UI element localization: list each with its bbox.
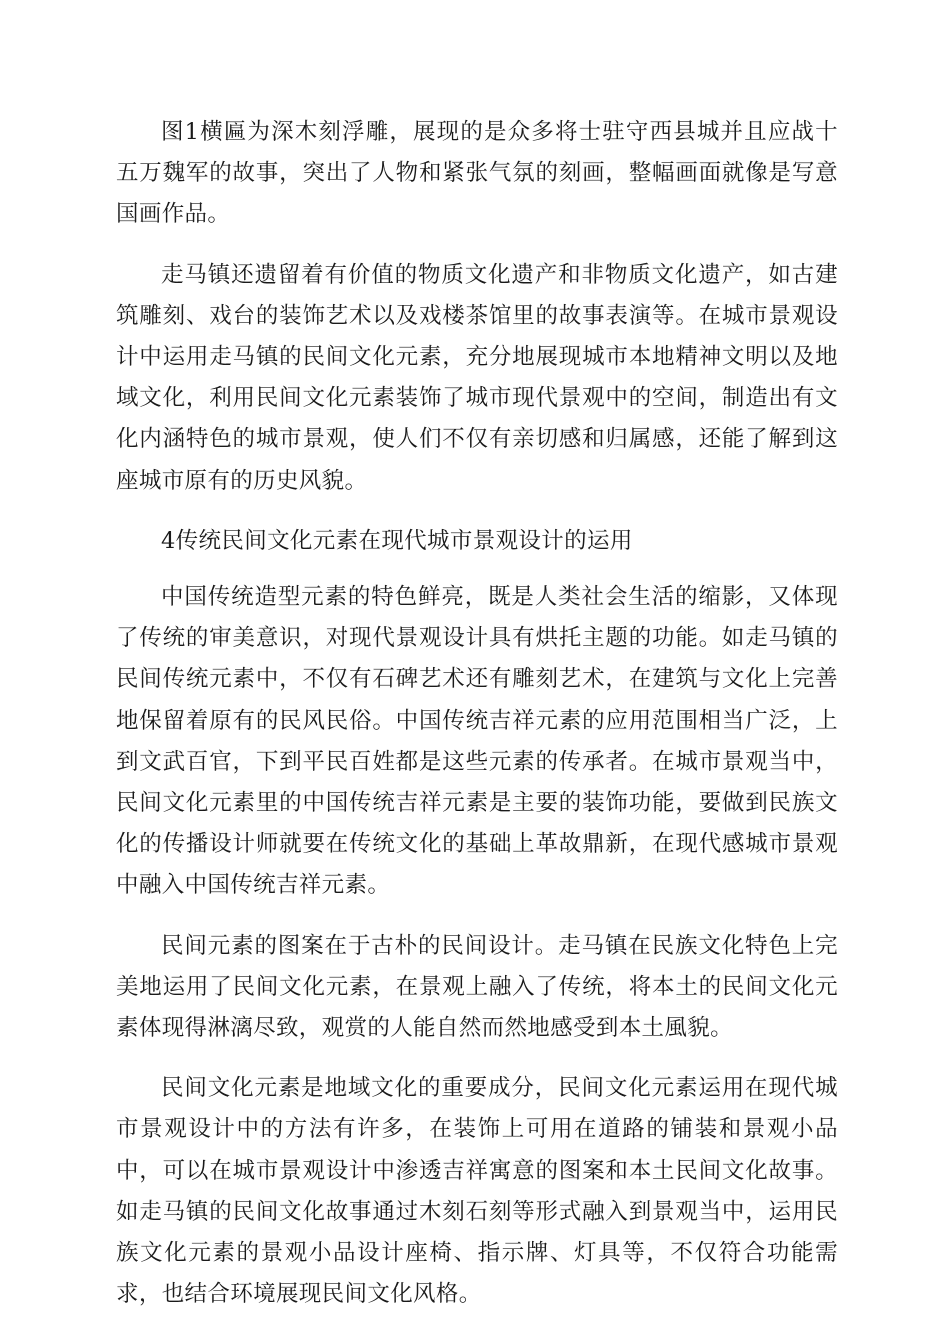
paragraph-figure-description: 图1横匾为深木刻浮雕，展现的是众多将士驻守西县城并且应战十五万魏军的故事，突出了人物和紧张气氛的刻画，整幅画面就像是写意国画作品。 bbox=[116, 119, 838, 228]
paragraph-traditional-elements: 中国传统造型元素的特色鲜亮，既是人类社会生活的缩影，又体现了传统的审美意识，对现代景观设计具有烘托主题的功能。如走马镇的民间传统元素中，不仅有石碑艺术还有雕刻艺术，在建筑与文化上完善地保留着原有的民风民俗。中国传统吉祥元素的应用范围相当广泛，上到文武百官，下到平民百姓都是这些元素的传承者。在城市景观当中，民间文化元素里的中国传统吉祥元素是主要的装饰功能，要做到民族文化的传播设计师就要在传统文化的基础上革故鼎新，在现代感城市景观中融入中国传统吉祥元素。 bbox=[116, 584, 838, 899]
section-heading: 4传统民间文化元素在现代城市景观设计的运用 bbox=[161, 527, 633, 554]
paragraph-folk-patterns: 民间元素的图案在于古朴的民间设计。走马镇在民族文化特色上完美地运用了民间文化元素，在景观上融入了传统，将本土的民间文化元素体现得淋漓尽致，观赏的人能自然而然地感受到本土風貌。 bbox=[116, 932, 838, 1042]
paragraph-cultural-heritage: 走马镇还遗留着有价值的物质文化遗产和非物质文化遗产，如古建筑雕刻、戏台的装饰艺术以及戏楼茶馆里的故事表演等。在城市景观设计中运用走马镇的民间文化元素，充分地展现城市本地精神文明以及地域文化，利用民间文化元素装饰了城市现代景观中的空间，制造出有文化内涵特色的城市景观，使人们不仅有亲切感和归属感，还能了解到这座城市原有的历史风貌。 bbox=[116, 261, 838, 494]
paragraph-folk-culture-methods: 民间文化元素是地域文化的重要成分，民间文化元素运用在现代城市景观设计中的方法有许多，在装饰上可用在道路的铺装和景观小品中，可以在城市景观设计中渗透吉祥寓意的图案和本土民间文化故事。如走马镇的民间文化故事通过木刻石刻等形式融入到景观当中，运用民族文化元素的景观小品设计座椅、指示牌、灯具等，不仅符合功能需求，也结合环境展现民间文化风格。 bbox=[116, 1075, 838, 1308]
document-page bbox=[116, 112, 838, 1334]
